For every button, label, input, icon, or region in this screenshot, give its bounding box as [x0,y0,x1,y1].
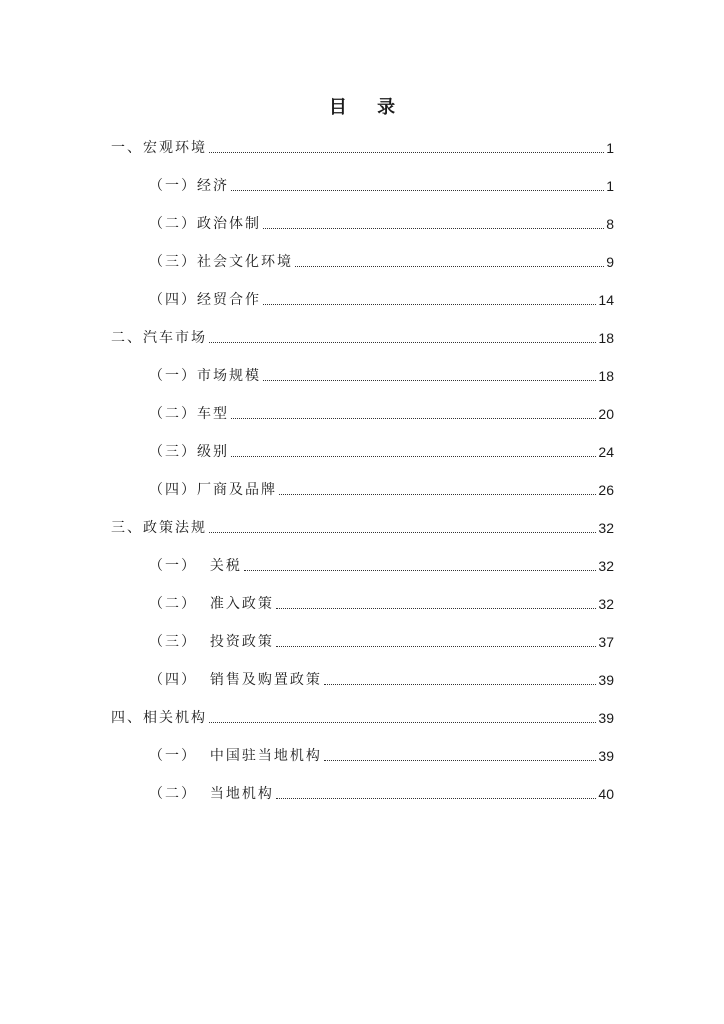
toc-entry-label: （一）市场规模 [149,368,261,384]
toc-entry-label: （二）政治体制 [149,216,261,232]
toc-entry-page-number: 14 [598,292,614,308]
toc-entry-page-number: 20 [598,406,614,422]
dot-leader [209,721,596,723]
dot-leader [276,645,597,647]
dot-leader [209,341,596,343]
toc-entry-page-number: 32 [598,520,614,536]
toc-entry[interactable] [149,668,614,690]
toc-entry-label: （三） 投资政策 [149,634,274,650]
toc-entry-label: （一） 关税 [149,558,242,574]
toc-entry[interactable] [149,630,614,652]
toc-entry-label: （三）级别 [149,444,229,460]
toc-entry-page-number: 32 [598,596,614,612]
toc-entry[interactable] [149,402,614,424]
toc-entry[interactable] [149,478,614,500]
toc-entry[interactable] [149,440,614,462]
toc-entry-label: （二） 当地机构 [149,786,274,802]
toc-entry-page-number: 26 [598,482,614,498]
toc-entry-page-number: 37 [598,634,614,650]
toc-entry-page-number: 8 [606,216,614,232]
dot-leader [209,531,596,533]
dot-leader [231,189,604,191]
toc-entry-label: （四） 销售及购置政策 [149,672,322,688]
dot-leader [244,569,597,571]
dot-leader [231,455,596,457]
dot-leader [276,797,597,799]
toc-entry[interactable] [111,326,614,348]
toc-entry[interactable] [111,516,614,538]
dot-leader [263,227,604,229]
toc-entry-page-number: 9 [606,254,614,270]
toc-entry-label: （三）社会文化环境 [149,254,293,270]
toc-entry-label: （二） 准入政策 [149,596,274,612]
page-title: 目 录 [328,97,408,118]
toc-entry[interactable] [111,706,614,728]
toc-entry-label: （四）经贸合作 [149,292,261,308]
toc-entry-page-number: 18 [598,330,614,346]
dot-leader [279,493,596,495]
toc-entry-label: （一） 中国驻当地机构 [149,748,322,764]
toc-entry[interactable] [149,288,614,310]
dot-leader [263,379,596,381]
dot-leader [324,759,597,761]
dot-leader [324,683,597,685]
toc-entry-page-number: 39 [598,710,614,726]
toc-entry[interactable] [149,592,614,614]
toc-entry[interactable] [149,554,614,576]
toc-entry[interactable] [149,744,614,766]
toc-entry[interactable] [149,250,614,272]
toc-entry-label: （一）经济 [149,178,229,194]
toc-entry-page-number: 39 [598,748,614,764]
toc-entry-label: （二）车型 [149,406,229,422]
toc-entry-page-number: 1 [606,178,614,194]
toc-entry[interactable] [111,136,614,158]
toc-entry-label: 二、汽车市场 [111,330,207,346]
toc-entry-page-number: 32 [598,558,614,574]
toc-entry[interactable] [149,174,614,196]
toc-entry-label: 三、政策法规 [111,520,207,536]
toc-entry-label: 四、相关机构 [111,710,207,726]
toc-entry-page-number: 40 [598,786,614,802]
dot-leader [276,607,597,609]
dot-leader [263,303,596,305]
dot-leader [209,151,604,153]
toc-entry-page-number: 24 [598,444,614,460]
toc-entry-label: （四）厂商及品牌 [149,482,277,498]
dot-leader [295,265,604,267]
toc-entry-page-number: 18 [598,368,614,384]
toc-entry-page-number: 1 [606,140,614,156]
toc-entry[interactable] [149,212,614,234]
toc-entry[interactable] [149,782,614,804]
dot-leader [231,417,596,419]
toc-entry-page-number: 39 [598,672,614,688]
toc-entry-label: 一、宏观环境 [111,140,207,156]
toc-entry[interactable] [149,364,614,386]
